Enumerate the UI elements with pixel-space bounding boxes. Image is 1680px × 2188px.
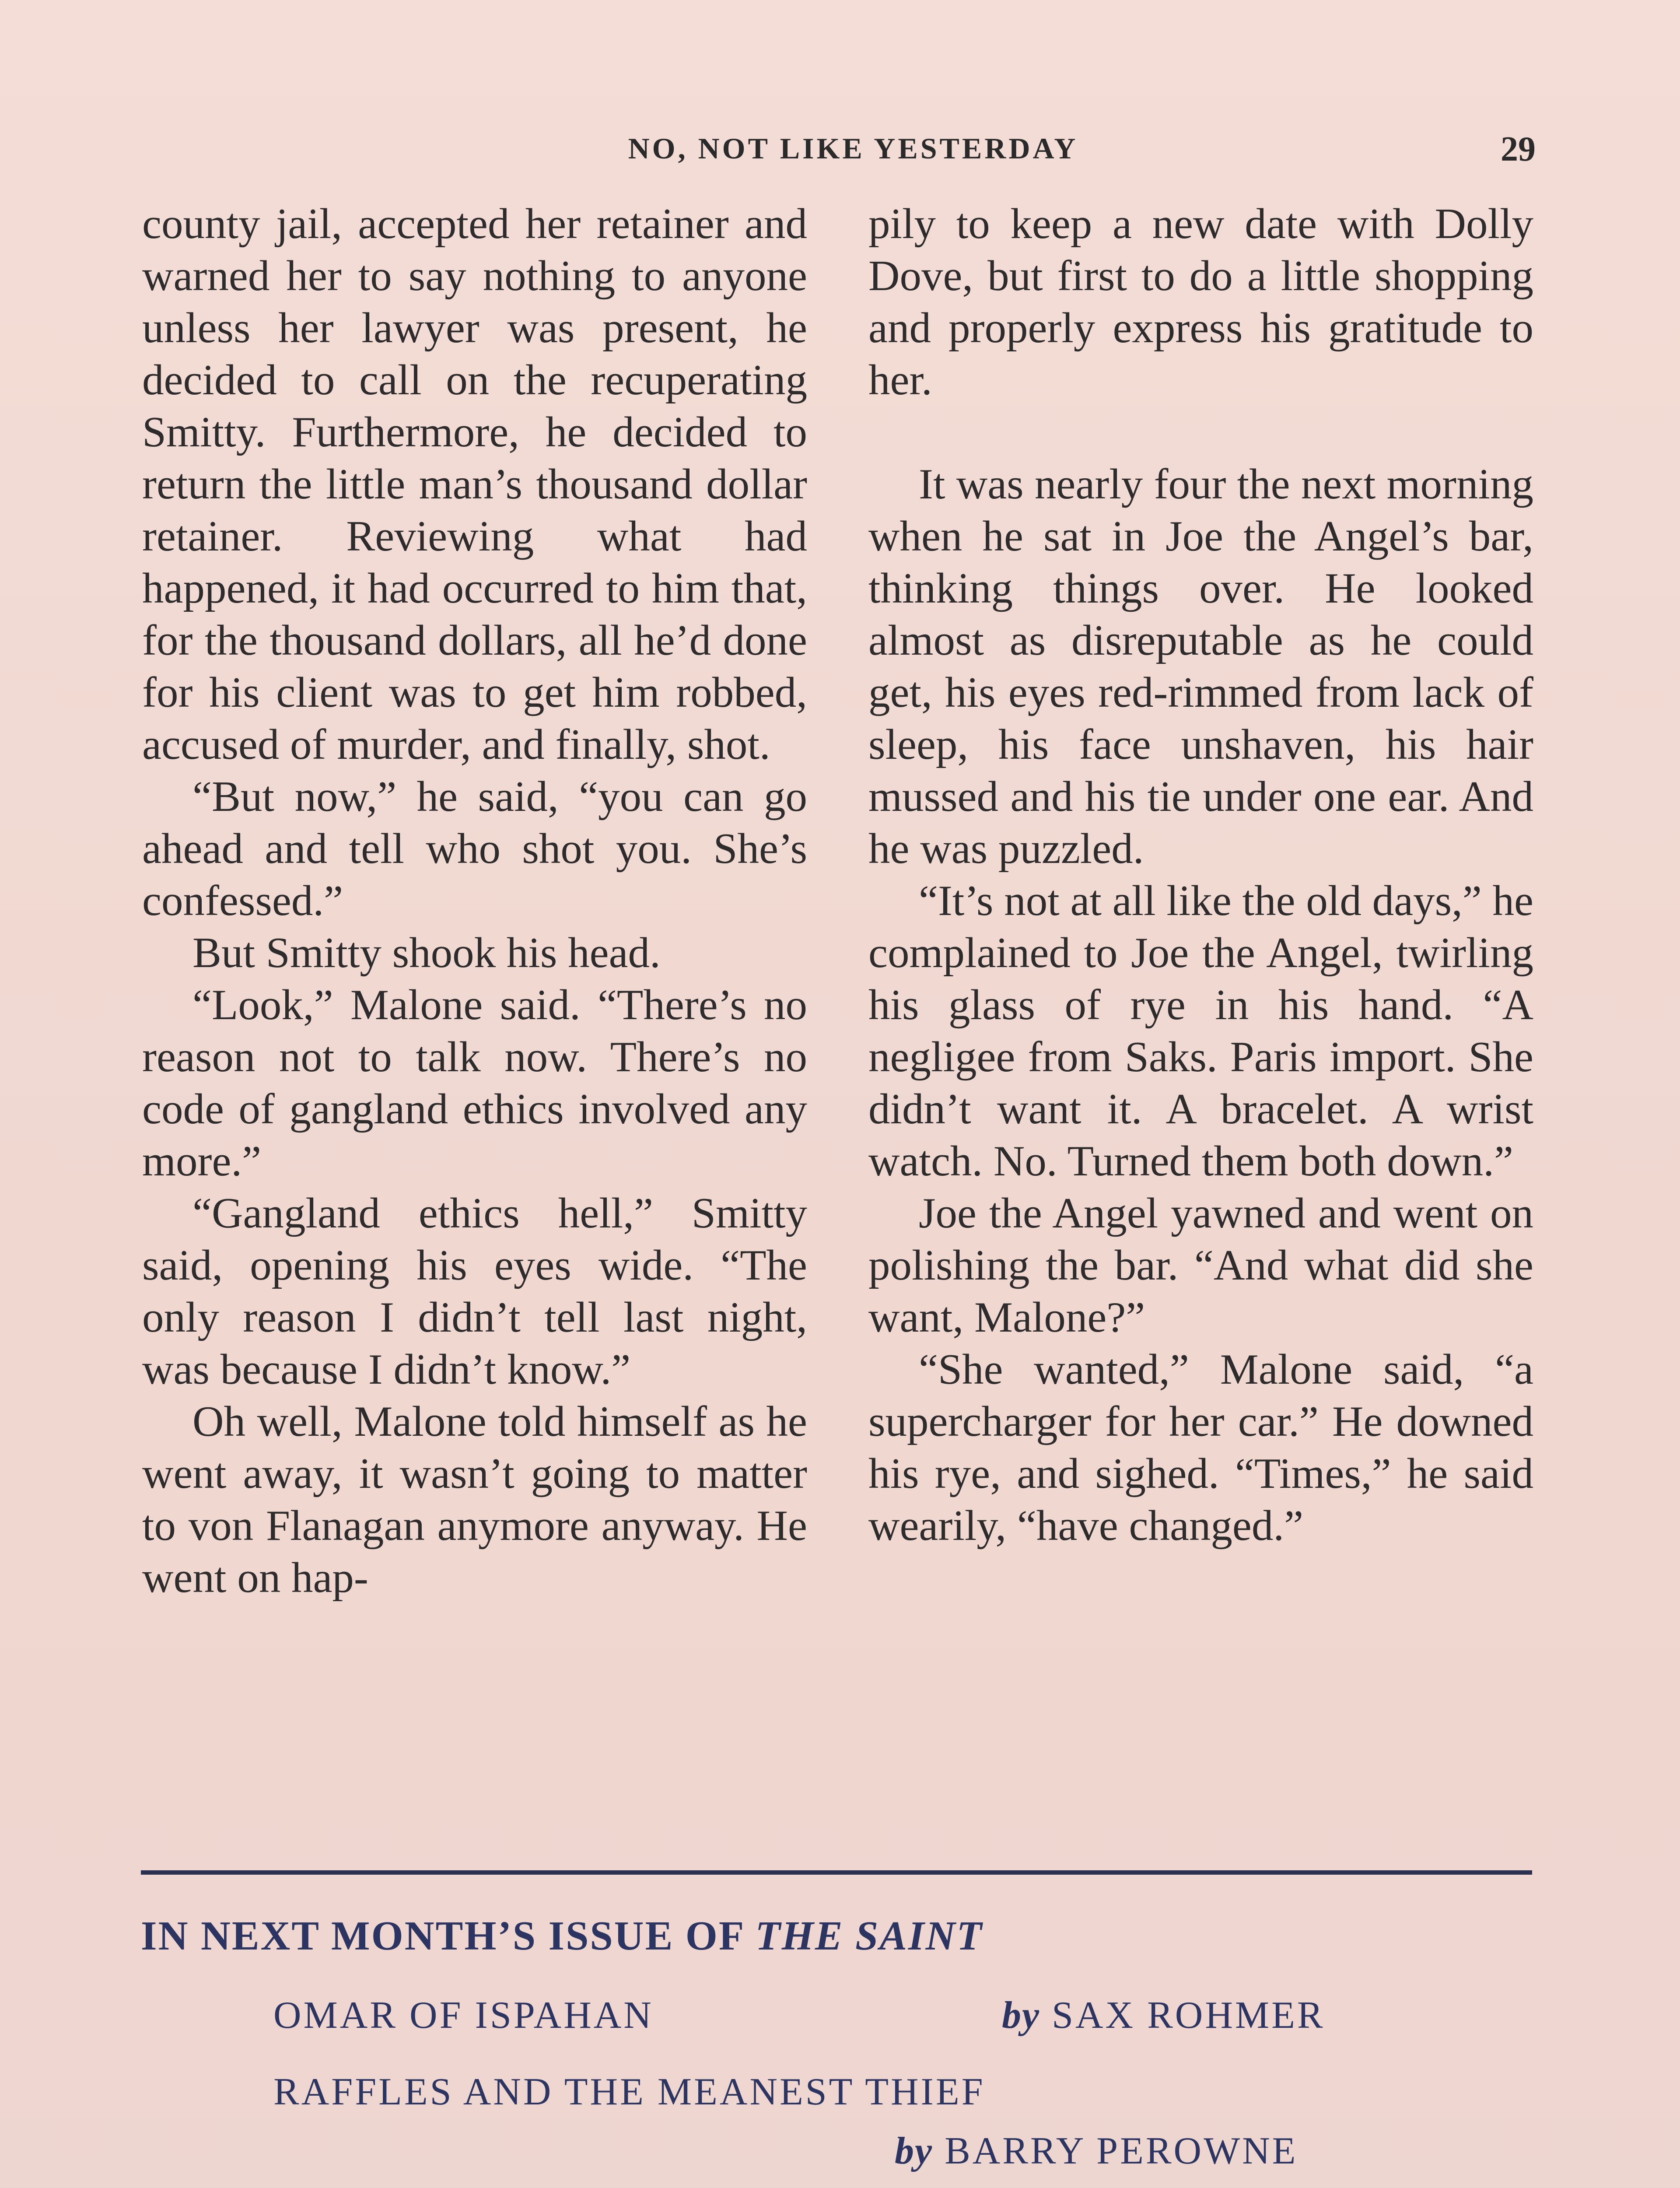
- section-divider: [141, 1870, 1532, 1875]
- paragraph: “It’s not at all like the old days,” he complained to Joe the Angel, twirling his glass of rye in his hand. “A negligee from Saks. Paris import. She didn’t want it. A bracelet. A wrist watch. No. Turned them both down.”: [868, 877, 1533, 1185]
- story-title: RAFFLES AND THE MEANEST THIEF: [273, 2071, 985, 2113]
- paragraph: Oh well, Malone told himself as he went away, it wasn’t going to matter to von Flanagan anymore anyway. He went on hap-: [142, 1398, 807, 1602]
- paragraph: But Smitty shook his head.: [192, 929, 661, 977]
- story-author: [895, 2129, 1298, 2173]
- paragraph: pily to keep a new date with Dolly Dove, but first to do a little shopping and properly express his gratitude to her.: [868, 200, 1533, 404]
- left-text-column: [142, 198, 807, 1782]
- paragraph: county jail, accepted her retainer and warned her to say nothing to anyone unless her lawyer was present, he decided to call on the recuperating Smitty. Furthermore, he decided to return the little man’s thousand dollar retainer. Reviewing what had happened, it had occurred to him that, for the thousand dollars, all he’d done for his client was to get him robbed, accused of murder, and finally, shot.: [142, 200, 807, 768]
- next-issue-heading-prefix: IN NEXT MONTH’S ISSUE OF: [141, 1913, 744, 1959]
- paragraph: “She wanted,” Malone said, “a supercharger for her car.” He downed his rye, and sighed. “Times,” he said wearily, “have changed.”: [868, 1346, 1533, 1550]
- right-text-column: [868, 198, 1533, 1782]
- paragraph: “Look,” Malone said. “There’s no reason not to talk now. There’s no code of gangland ethics involved any more.”: [142, 981, 807, 1185]
- paragraph: Joe the Angel yawned and went on polishing the bar. “And what did she want, Malone?”: [868, 1189, 1533, 1341]
- magazine-title: THE SAINT: [755, 1913, 983, 1959]
- paragraph: “Gangland ethics hell,” Smitty said, opening his eyes wide. “The only reason I didn’t tell last night, was because I didn’t know.”: [142, 1189, 807, 1393]
- author-name: SAX ROHMER: [1052, 1994, 1325, 2037]
- paragraph: “But now,” he said, “you can go ahead and tell who shot you. She’s confessed.”: [142, 773, 807, 925]
- paragraph: It was nearly four the next morning when he sat in Joe the Angel’s bar, thinking things over. He looked almost as disreputable as he could get, his eyes red-rimmed from lack of sleep, his face unshaven, his hair mussed and his tie under one ear. And he was puzzled.: [868, 460, 1533, 873]
- running-title: NO, NOT LIKE YESTERDAY: [628, 132, 1078, 165]
- page-number: 29: [1501, 130, 1536, 168]
- next-issue-heading: [141, 1912, 1541, 1960]
- byline-prefix: by: [895, 2130, 933, 2172]
- story-title: OMAR OF ISPAHAN: [273, 1994, 654, 2037]
- author-name: BARRY PEROWNE: [945, 2130, 1298, 2172]
- byline-prefix: by: [1002, 1994, 1040, 2037]
- story-author: [1002, 1993, 1325, 2037]
